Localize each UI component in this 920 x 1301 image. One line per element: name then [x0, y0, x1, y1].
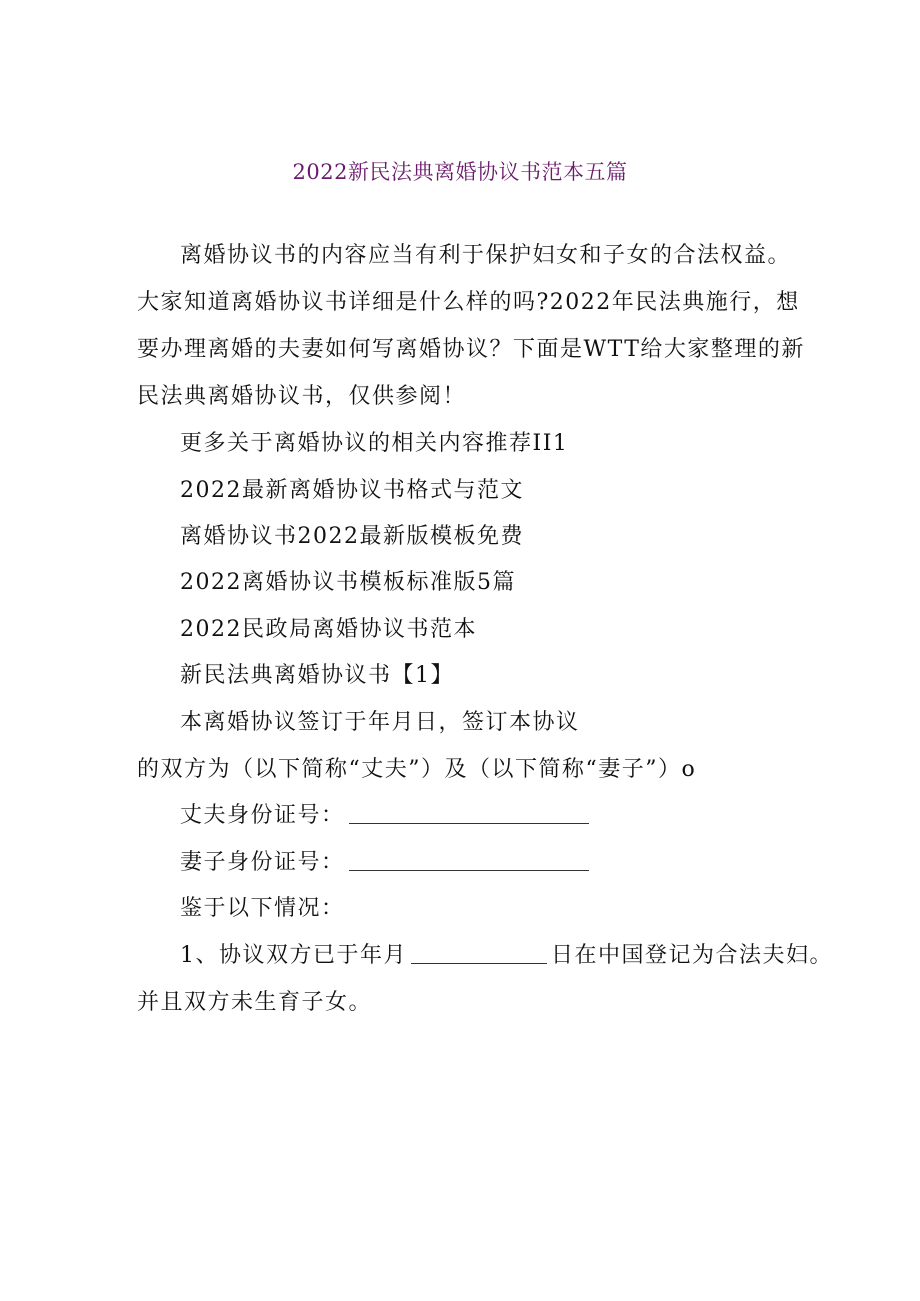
related-item-2: 离婚协议书2022最新版模板免费 [180, 524, 524, 549]
signing-line-2: 的双方为（以下简称“丈夫”）及（以下简称“妻子”）o [137, 757, 697, 782]
more-related-heading: 更多关于离婚协议的相关内容推荐II1 [180, 431, 569, 456]
clause-1-part-2: 日在中国登记为合法夫妇。 [551, 943, 834, 968]
wife-id-label: 妻子身份证号： [180, 850, 345, 875]
intro-line-4: 民法典离婚协议书，仅供参阅！ [137, 384, 467, 409]
husband-id-row [180, 800, 589, 832]
intro-line-2: 大家知道离婚协议书详细是什么样的吗?2022年民法典施行，想 [137, 290, 800, 315]
intro-line-3: 要办理离婚的夫妻如何写离婚协议？下面是WTT给大家整理的新 [137, 337, 805, 362]
clause-1-part-1: 1、协议双方已于年月 [180, 943, 407, 968]
clause-1-date-blank [411, 943, 547, 964]
clause-1-line-1 [180, 940, 833, 972]
document-title: 2022新民法典离婚协议书范本五篇 [292, 160, 628, 184]
wife-id-row [180, 847, 589, 879]
husband-id-blank [349, 803, 589, 824]
whereas-heading: 鉴于以下情况： [180, 896, 345, 921]
signing-line-1: 本离婚协议签订于年月日，签订本协议 [180, 710, 580, 735]
related-item-1: 2022最新离婚协议书格式与范文 [180, 478, 524, 503]
related-item-4: 2022民政局离婚协议书范本 [180, 617, 477, 642]
section-heading: 新民法典离婚协议书【1】 [180, 663, 454, 688]
wife-id-blank [349, 850, 589, 871]
intro-line-1: 离婚协议书的内容应当有利于保护妇女和子女的合法权益。 [180, 243, 792, 268]
related-item-3: 2022离婚协议书模板标准版5篇 [180, 570, 516, 595]
husband-id-label: 丈夫身份证号： [180, 803, 345, 828]
clause-1-line-2: 并且双方未生育子女。 [137, 990, 373, 1015]
